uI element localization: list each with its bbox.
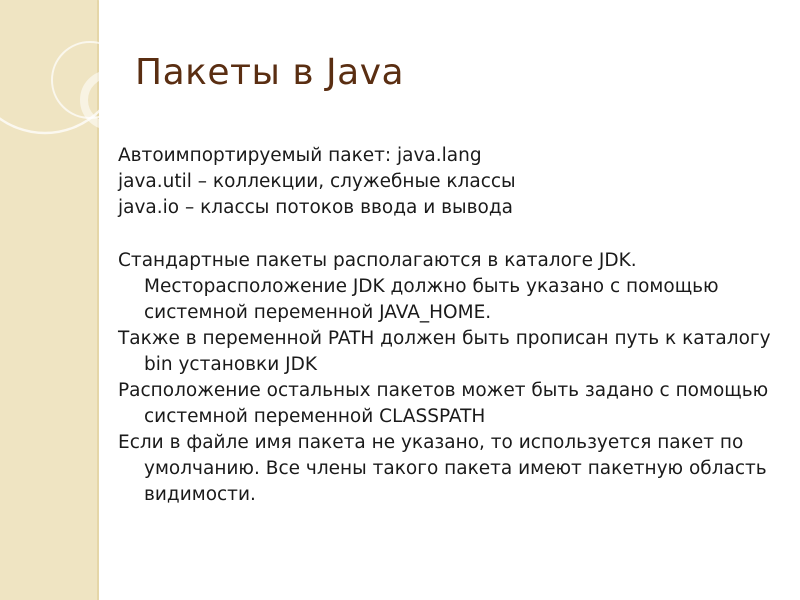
ring-large bbox=[0, 0, 123, 133]
content-paragraph: Также в переменной PATH должен быть прописан путь к каталогу bin установки JDK bbox=[118, 328, 771, 375]
content-line: java.util – коллекции, служебные классы bbox=[118, 171, 516, 192]
content-paragraph: Стандартные пакеты располагаются в каталоге JDK. Месторасположение JDK должно быть указано с помощью системной переменной JAVA_HOME. bbox=[118, 250, 719, 323]
paragraph-gap bbox=[118, 221, 788, 248]
content-paragraph: Если в файле имя пакета не указано, то используется пакет по умолчанию. Все члены такого пакета имеют пакетную область видимости. bbox=[118, 432, 767, 505]
content-paragraph: Расположение остальных пакетов может быть задано с помощью системной переменной CLASSPATH bbox=[118, 380, 769, 427]
content-line: java.io – классы потоков ввода и вывода bbox=[118, 197, 513, 218]
slide-title: Пакеты в Java bbox=[135, 52, 405, 93]
slide-content bbox=[118, 143, 788, 508]
content-line: Автоимпортируемый пакет: java.lang bbox=[118, 145, 482, 166]
